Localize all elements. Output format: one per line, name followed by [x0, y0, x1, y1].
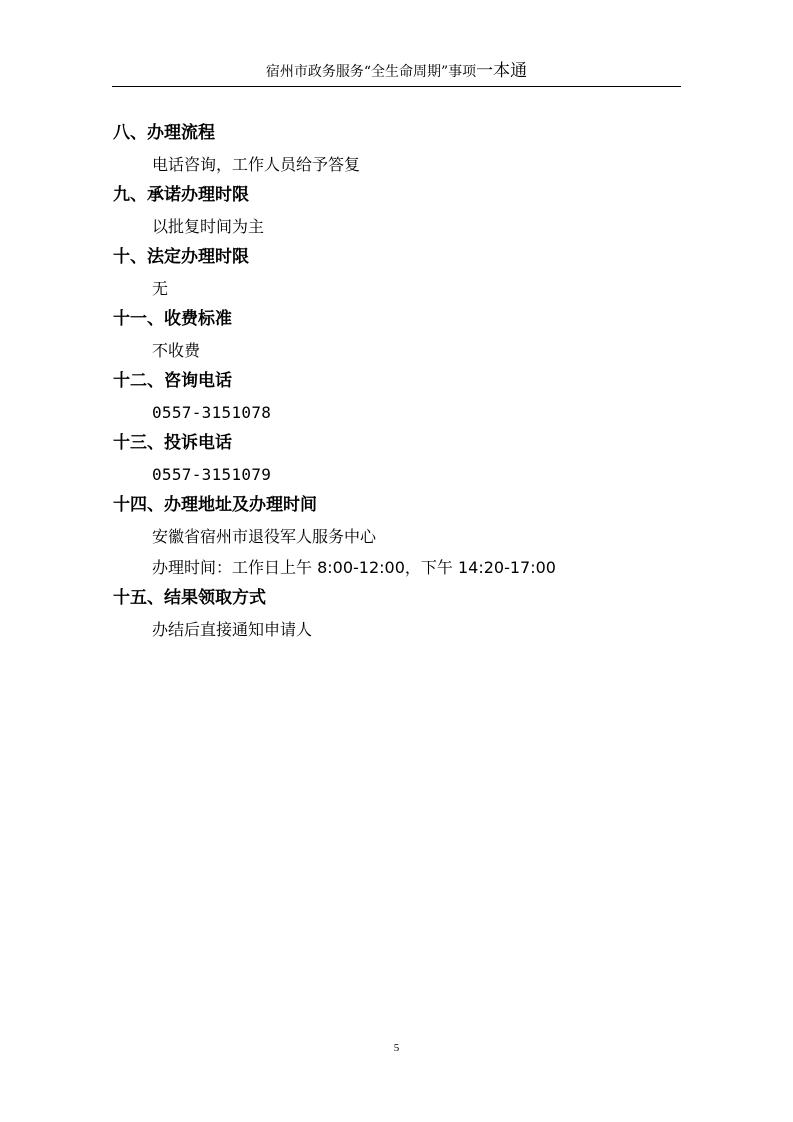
section-legal-time-limit — [113, 242, 693, 304]
section-consultation-phone — [113, 366, 693, 428]
section-handling-process — [113, 118, 693, 180]
section-text: 无 — [152, 279, 169, 298]
section-title: 八、办理流程 — [113, 123, 215, 143]
section-title: 十一、收费标准 — [113, 309, 232, 329]
page-header — [0, 60, 793, 84]
section-title: 十、法定办理时限 — [113, 247, 249, 267]
section-address-and-hours — [113, 490, 693, 583]
header-title — [264, 60, 529, 84]
section-text: 不收费 — [152, 341, 201, 360]
section-title: 十二、咨询电话 — [113, 371, 232, 391]
section-result-collection — [113, 583, 693, 645]
header-underline — [112, 86, 681, 87]
header-title-prefix: 宿州市政务服务“全生命周期”事项 — [265, 64, 477, 80]
office-hours: 办理时间：工作日上午 8:00-12:00，下午 14:20-17:00 — [152, 558, 556, 577]
section-fee-standard — [113, 304, 693, 366]
consultation-phone-number: 0557-3151078 — [152, 403, 272, 422]
section-title: 九、承诺办理时限 — [113, 185, 249, 205]
section-title: 十五、结果领取方式 — [113, 588, 266, 608]
section-text: 办结后直接通知申请人 — [152, 620, 313, 639]
section-text: 以批复时间为主 — [152, 217, 265, 236]
header-title-suffix: 一本通 — [476, 61, 528, 81]
section-title: 十四、办理地址及办理时间 — [113, 495, 317, 515]
section-title: 十三、投诉电话 — [113, 433, 232, 453]
document-body — [113, 118, 693, 645]
page-number: 5 — [393, 1042, 400, 1054]
complaint-phone-number: 0557-3151079 — [152, 465, 272, 484]
section-text: 电话咨询，工作人员给予答复 — [152, 155, 361, 174]
section-complaint-phone — [113, 428, 693, 490]
section-promised-time-limit — [113, 180, 693, 242]
office-address: 安徽省宿州市退役军人服务中心 — [152, 527, 377, 546]
